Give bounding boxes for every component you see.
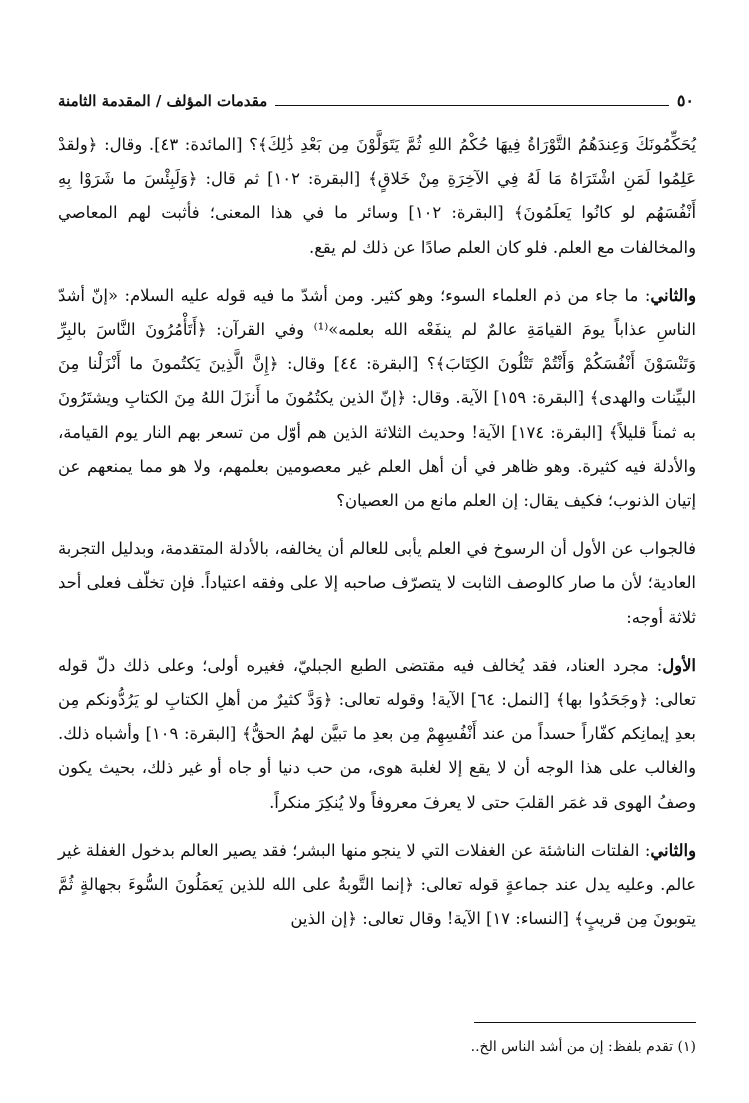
paragraph	[58, 279, 696, 518]
header-title: مقدمات المؤلف / المقدمة الثامنة	[58, 92, 268, 110]
paragraph-lead: والثاني	[650, 285, 696, 305]
page-number: ٥٠	[676, 91, 694, 110]
paragraph	[58, 128, 696, 265]
footnote-separator	[474, 1022, 696, 1023]
paragraph-text: : ما جاء من ذم العلماء السوء؛ وهو كثير. ومن أشدّ ما فيه قوله عليه السلام: «إنّ أشدّ الناسِ عذاباً يومَ القيامَةِ عالمٌ لم ينفَعْه الله بعلمه»⁽¹⁾ وفي القرآن: ﴿أَتَأْمُرُونَ النَّاسَ بالبِرِّ وَتَنْسَوْنَ أَنْفُسَكُمْ وَأَنْتُمْ تَتْلُونَ الكِتَابَ﴾؟ [البقرة: ٤٤] وقال: ﴿إِنَّ الَّذِينَ يَكتُمونَ ما أَنْزَلْنا مِنَ البيِّنات والهدى﴾ [البقرة: ١٥٩] الآية. وقال: ﴿إنّ الذين يكتُمُونَ ما أَنزَلَ اللهُ مِنَ الكتابِ ويشتَرُونَ به ثمناً قليلاً﴾ [البقرة: ١٧٤] الآية! وحديث الثلاثة الذين هم أوّل من تسعر بهم النار يوم القيامة، والأدلة فيه كثيرة. وهو ظاهر في أن أهل العلم غير معصومين بعلمهم، ولا هو مما يمنعهم عن إتيان الذنوب؛ فكيف يقال: إن العلم مانع من العصيان؟	[58, 285, 696, 511]
footnote: (١) تقدم بلفظ: إن من أشد الناس الخ..	[470, 1039, 696, 1055]
paragraph-text: فالجواب عن الأول أن الرسوخ في العلم يأبى للعالم أن يخالفه، بالأدلة المتقدمة، وبدليل التجربة العادية؛ لأن ما صار كالوصف الثابت لا يتصرّف صاحبه إلا على وفقه اعتياداً. فإن تخلّف فعلى أحد ثلاثة أوجه:	[58, 539, 696, 627]
body-text	[58, 128, 696, 936]
paragraph	[58, 532, 696, 635]
paragraph-lead: الأول	[662, 655, 696, 675]
paragraph	[58, 649, 696, 820]
paragraph-text: : الفلتات الناشئة عن الغفلات التي لا ينجو منها البشر؛ فقد يصير العالم بدخول الغفلة غير عالم. وعليه يدل عند جماعةٍ قوله تعالى: ﴿إنما التَّوبةُ على الله للذين يَعمَلُونَ السُّوءَ بجهالةٍ ثُمَّ يتوبونَ مِن قريبٍ﴾ [النساء: ١٧] الآية! وقال تعالى: ﴿إن الذين	[58, 840, 696, 929]
paragraph	[58, 834, 696, 937]
running-header	[58, 84, 694, 112]
paragraph-lead: والثاني	[650, 840, 696, 860]
paragraph-text: يُحَكِّمُونَكَ وَعِندَهُمُ التَّوْرَاةُ فِيهَا حُكْمُ اللهِ ثُمَّ يَتَوَلَّوْنَ مِن بَعْدِ ذَٰلِكَ﴾؟ [المائدة: ٤٣]. وقال: ﴿ولقدْ عَلِمُوا لَمَنِ اشْتَرَاهُ مَا لَهُ فِي الآخِرَةِ مِنْ خَلاقٍ﴾ [البقرة: ١٠٢] ثم قال: ﴿وَلَبِئْسَ ما شَرَوْا بِهِ أَنْفُسَهُم لو كانُوا يَعلَمُونَ﴾ [البقرة: ١٠٢] وسائر ما في هذا المعنى؛ فأثبت لهم المعاصي والمخالفات مع العلم. فلو كان العلم صادًا عن ذلك لم يقع.	[58, 135, 697, 257]
paragraph-text: : مجرد العناد، فقد يُخالف فيه مقتضى الطبع الجبليّ، فغيره أولى؛ وعلى ذلك دلّ قوله تعالى: ﴿وجَحَدُوا بها﴾ [النمل: ٦٤] الآية! وقوله تعالى: ﴿وَدَّ كثيرٌ من أهلِ الكتابِ لو يَرُدُّونكم مِن بعدِ إيمانِكم كفّاراً حسداً من عند أَنْفُسِهِمْ مِن بعدِ ما تبيَّن لهمُ الحقُّ﴾ [البقرة: ١٠٩] وأشباه ذلك. والغالب على هذا الوجه أن لا يقع إلا لغلبة هوى، من حب دنيا أو جاه أو غير ذلك، بحيث يكون وصفُ الهوى قد غمَر القلبَ حتى لا يعرفَ معروفاً ولا يُنكِرَ منكراً.	[58, 655, 696, 812]
header-rule	[275, 105, 669, 106]
